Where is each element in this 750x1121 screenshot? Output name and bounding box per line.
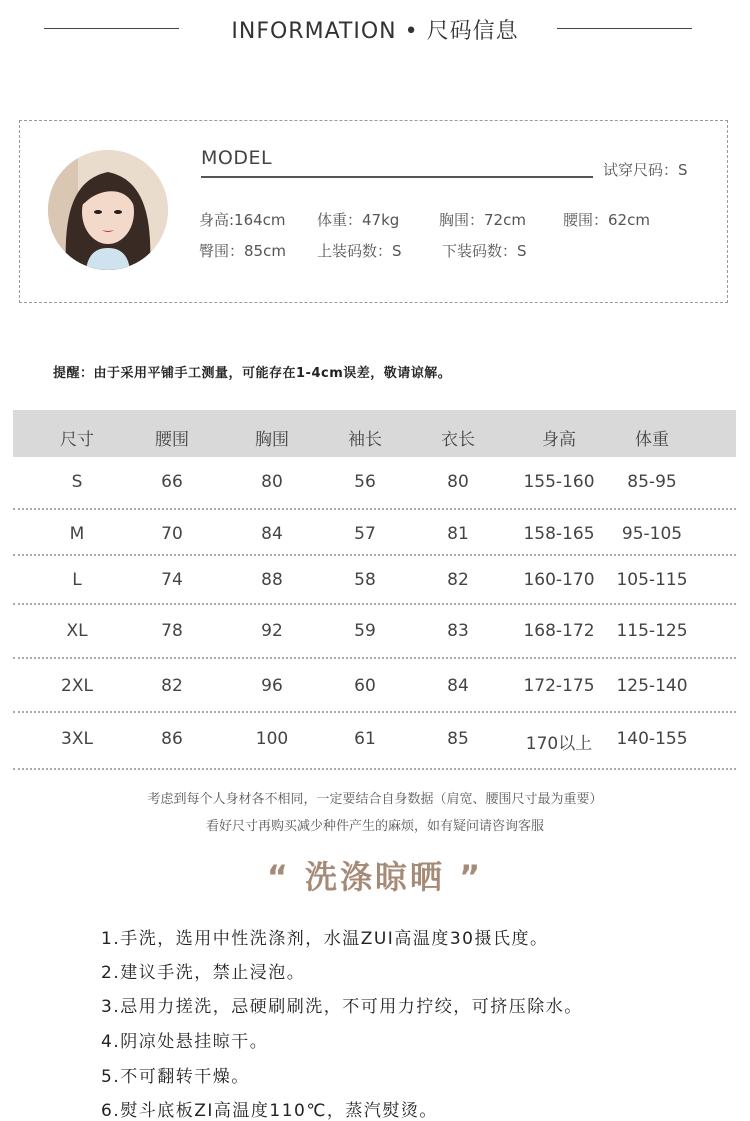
table-cell: 85-95 (627, 472, 677, 492)
table-header-cell: 袖长 (348, 430, 382, 450)
table-cell: 3XL (61, 729, 93, 749)
table-cell: 125-140 (616, 676, 688, 696)
model-hip: 臀围：85cm (199, 242, 286, 260)
table-cell: 80 (261, 472, 283, 492)
table-cell: 56 (354, 472, 376, 492)
trial-size: 试穿尺码：S (603, 161, 688, 179)
table-cell: 105-115 (616, 570, 688, 590)
wash-item: 2.建议手洗，禁止浸泡。 (101, 963, 306, 983)
section-title-information: INFORMATION • 尺码信息 (231, 19, 519, 44)
measurement-tip: 提醒：由于采用平铺手工测量，可能存在1-4cm误差，敬请谅解。 (53, 366, 452, 381)
header-right-rule (557, 28, 692, 29)
table-cell: 140-155 (616, 729, 688, 749)
model-portrait-image (48, 150, 168, 270)
table-cell: M (69, 524, 85, 544)
table-header-cell: 腰围 (155, 430, 189, 450)
wash-item: 4.阴凉处悬挂晾干。 (101, 1032, 269, 1052)
table-header-cell: 体重 (635, 430, 669, 450)
wash-item: 5.不可翻转干燥。 (101, 1067, 250, 1087)
table-cell: 82 (161, 676, 183, 696)
size-note-line-2: 看好尺寸再购买减少种件产生的麻烦，如有疑问请咨询客服 (205, 819, 544, 834)
table-cell: 84 (261, 524, 283, 544)
model-underline (201, 176, 593, 178)
table-cell: 58 (354, 570, 376, 590)
table-row-divider (13, 711, 736, 713)
table-cell: 160-170 (523, 570, 595, 590)
table-cell: 168-172 (523, 621, 595, 641)
table-row-divider (13, 768, 736, 770)
table-row-divider (13, 554, 736, 556)
table-cell: 85 (447, 729, 469, 749)
model-weight: 体重：47kg (317, 211, 400, 229)
table-cell: 59 (354, 621, 376, 641)
wash-item: 1.手洗，选用中性洗涤剂，水温ZUI高温度30摄氏度。 (101, 929, 549, 949)
wash-care-title: “ 洗涤晾晒 ” (266, 858, 484, 896)
table-header-cell: 衣长 (441, 430, 475, 450)
model-chest: 胸围：72cm (439, 211, 526, 229)
table-header-cell: 胸围 (255, 430, 289, 450)
table-cell: 78 (161, 621, 183, 641)
table-header-cell: 身高 (542, 430, 576, 450)
table-cell: 158-165 (523, 524, 595, 544)
table-cell: 92 (261, 621, 283, 641)
table-cell: 81 (447, 524, 469, 544)
table-cell: 84 (447, 676, 469, 696)
table-cell: 57 (354, 524, 376, 544)
model-label: MODEL (201, 147, 273, 169)
table-cell: XL (66, 621, 88, 641)
table-cell: 88 (261, 570, 283, 590)
table-cell: 95-105 (621, 524, 683, 544)
table-row-divider (13, 508, 736, 510)
table-cell: 96 (261, 676, 283, 696)
table-cell: 74 (161, 570, 183, 590)
table-cell: 155-160 (523, 472, 595, 492)
model-bottom-size: 下装码数：S (442, 242, 527, 260)
table-cell: 80 (447, 472, 469, 492)
table-cell: S (71, 472, 83, 492)
table-row-divider (13, 657, 736, 659)
table-cell: L (72, 570, 82, 590)
model-height: 身高:164cm (199, 211, 286, 229)
size-note-line-1: 考虑到每个人身材各不相同，一定要结合自身数据（肩宽、腰围尺寸最为重要） (147, 792, 603, 807)
table-row-divider (13, 603, 736, 605)
table-header-cell: 尺寸 (60, 430, 94, 450)
table-cell: 82 (447, 570, 469, 590)
table-cell: 2XL (61, 676, 93, 696)
model-waist: 腰围：62cm (563, 211, 650, 229)
table-cell: 172-175 (523, 676, 595, 696)
table-cell: 86 (161, 729, 183, 749)
table-cell: 61 (354, 729, 376, 749)
table-cell: 170以上 (525, 734, 593, 754)
table-cell: 60 (354, 676, 376, 696)
table-cell: 100 (255, 729, 289, 749)
table-cell: 83 (447, 621, 469, 641)
table-cell: 70 (161, 524, 183, 544)
wash-item: 6.熨斗底板ZI高温度110℃，蒸汽熨烫。 (101, 1101, 438, 1121)
model-info-box (19, 120, 728, 303)
model-avatar (48, 150, 168, 270)
model-top-size: 上装码数：S (317, 242, 402, 260)
wash-item: 3.忌用力搓洗，忌硬刷刷洗，不可用力拧绞，可挤压除水。 (101, 997, 583, 1017)
table-cell: 115-125 (616, 621, 688, 641)
table-cell: 66 (161, 472, 183, 492)
